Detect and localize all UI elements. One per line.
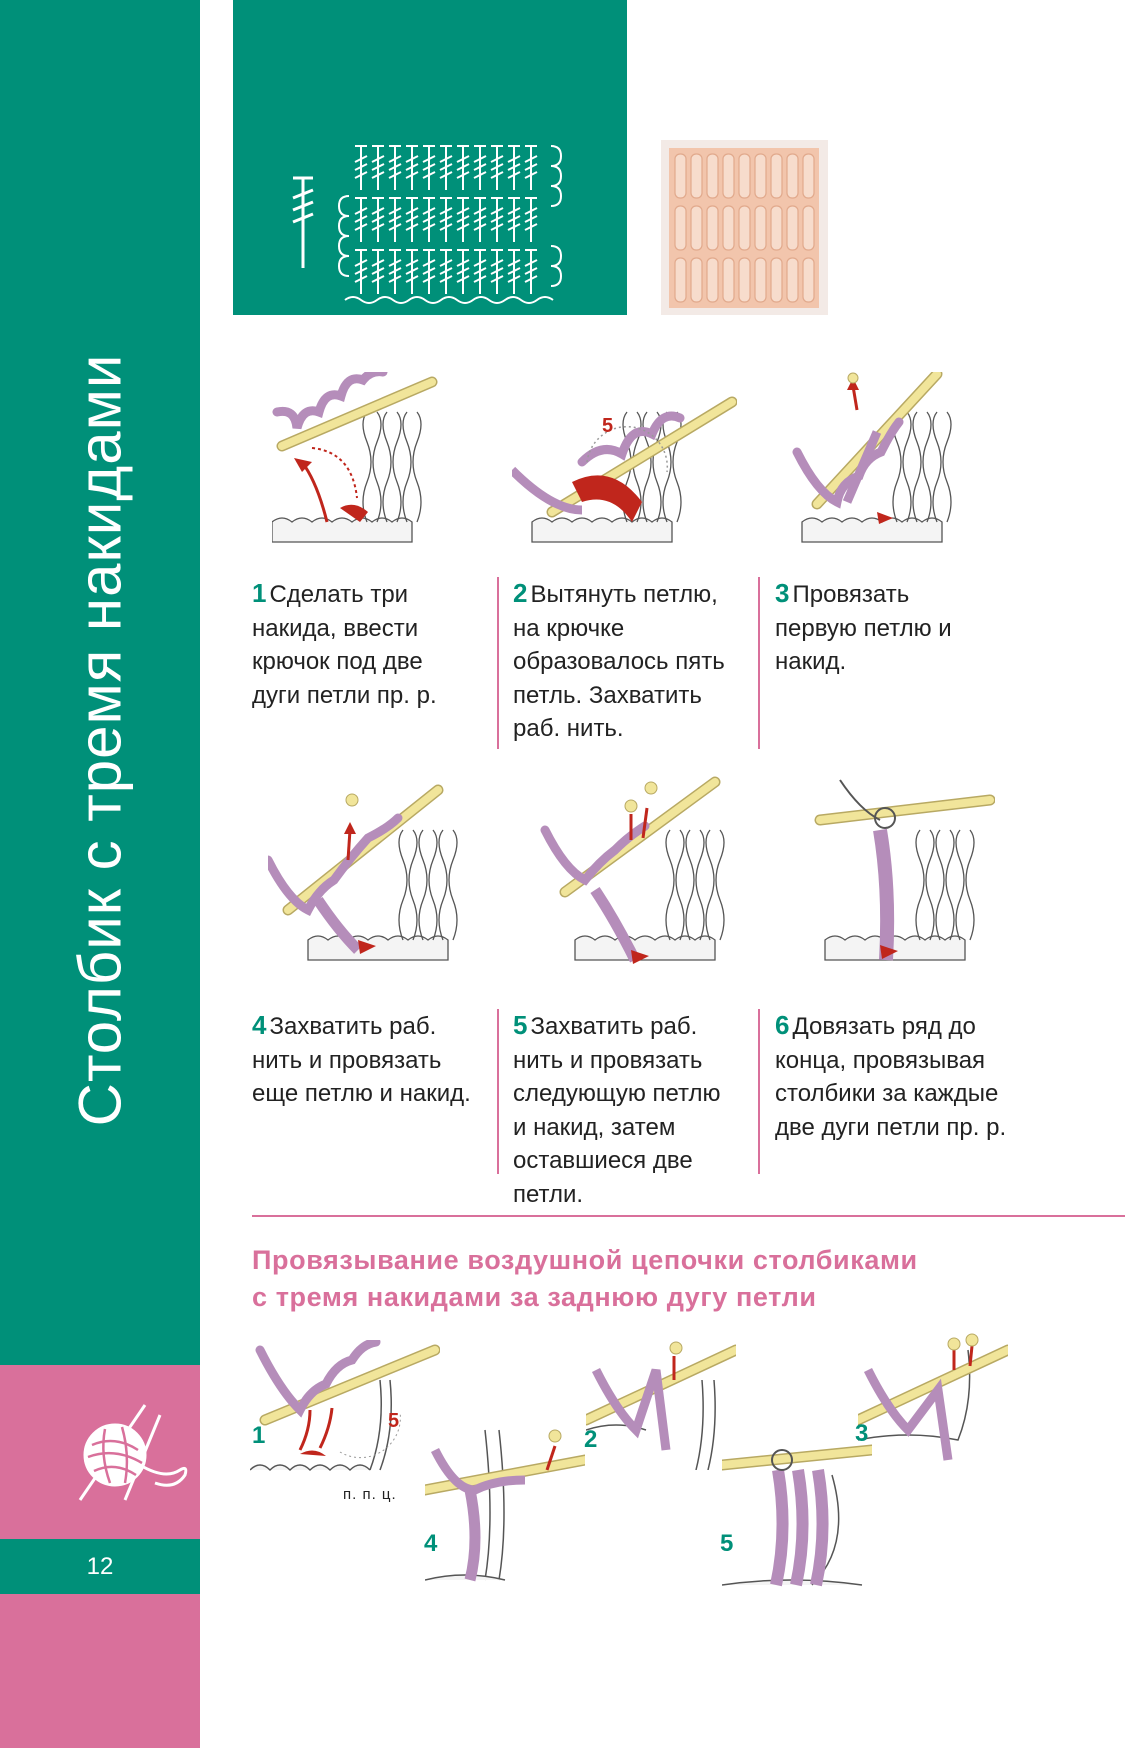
step-caption	[252, 1009, 487, 1111]
step-text: Захватить раб. нить и провязать следующую петлю и накид, затем оставшиеся две петли.	[513, 1013, 721, 1208]
chart-symbol	[440, 198, 452, 242]
chart-symbol	[389, 146, 401, 190]
chart-symbol	[423, 198, 435, 242]
chain-label: п. п. ц.	[343, 1486, 397, 1503]
step-caption	[775, 577, 985, 679]
chart-symbol	[508, 146, 520, 190]
chart-symbol	[389, 198, 401, 242]
chart-symbol	[406, 146, 418, 190]
chart-symbol	[355, 198, 367, 242]
chart-symbol	[440, 146, 452, 190]
chart-symbol	[423, 146, 435, 190]
yarn-ball-icon	[70, 1395, 190, 1515]
chart-symbol	[474, 146, 486, 190]
chain-step-number: 4	[424, 1530, 438, 1557]
chain-step-4-illustration	[425, 1390, 585, 1595]
chart-symbol	[406, 198, 418, 242]
section-heading	[252, 1242, 1012, 1316]
stitch-chart	[233, 0, 627, 315]
step-caption	[513, 1009, 738, 1211]
chain-step-2-illustration	[586, 1340, 736, 1475]
chain-step-number: 2	[584, 1426, 598, 1453]
step-text: Вытянуть петлю, на крючке образовалось пять петль. Захватить раб. нить.	[513, 581, 725, 742]
step-number: 3	[775, 578, 790, 608]
step-5-illustration	[535, 770, 725, 990]
section-heading-line: Провязывание воздушной цепочки столбиками	[252, 1245, 918, 1275]
step-caption	[252, 577, 462, 712]
chart-symbol	[406, 250, 418, 294]
chart-symbol	[372, 146, 384, 190]
step-text: Довязать ряд до конца, провязывая столбики за каждые две дуги петли пр. р.	[775, 1013, 1007, 1141]
step-4-illustration	[268, 770, 468, 990]
chart-symbol	[508, 250, 520, 294]
chart-symbol	[491, 198, 503, 242]
chart-symbol	[372, 198, 384, 242]
chain-step-number: 1	[252, 1422, 266, 1449]
step-6-illustration	[800, 770, 995, 990]
chart-symbol	[525, 250, 537, 294]
step-number: 6	[775, 1010, 790, 1040]
page-title: Столбик с тремя накидами	[66, 353, 134, 1127]
chart-symbol	[440, 250, 452, 294]
step-caption	[775, 1009, 1015, 1144]
step-number: 1	[252, 578, 267, 608]
chart-symbol	[389, 250, 401, 294]
chain-step-3-illustration	[858, 1330, 1008, 1475]
caption-divider	[497, 577, 499, 749]
step-2-illustration	[512, 372, 737, 557]
chain-step-number: 5	[720, 1530, 734, 1557]
chain-step-5-illustration	[722, 1420, 872, 1600]
chart-symbol	[491, 250, 503, 294]
red-five-label: 5	[602, 415, 614, 437]
chart-symbol	[525, 198, 537, 242]
page-number: 12	[86, 1553, 114, 1580]
caption-divider	[758, 1009, 760, 1174]
step-number: 4	[252, 1010, 267, 1040]
chart-symbol	[525, 146, 537, 190]
caption-divider	[497, 1009, 499, 1174]
step-1-illustration	[272, 372, 452, 557]
chart-symbol	[474, 250, 486, 294]
step-number: 5	[513, 1010, 528, 1040]
chart-symbol	[372, 250, 384, 294]
knitted-swatch-photo	[661, 140, 828, 315]
chain-step-number: 3	[855, 1420, 869, 1447]
section-divider	[252, 1215, 1125, 1217]
chart-symbol	[491, 146, 503, 190]
sidebar-pink-footer	[0, 1594, 200, 1748]
chart-symbol	[355, 146, 367, 190]
step-caption	[513, 577, 738, 746]
chart-symbol	[508, 198, 520, 242]
step-text: Сделать три накида, ввести крючок под две дуги петли пр. р.	[252, 581, 437, 709]
step-text: Захватить раб. нить и провязать еще петлю и накид.	[252, 1013, 471, 1107]
chart-symbol	[474, 198, 486, 242]
chain-red-five: 5	[388, 1410, 400, 1432]
section-heading-line: с тремя накидами за заднюю дугу петли	[252, 1282, 817, 1312]
chart-symbol	[457, 146, 469, 190]
step-3-illustration	[787, 372, 977, 557]
chart-symbol	[355, 250, 367, 294]
chain-step-1-illustration	[250, 1340, 440, 1485]
chart-symbol	[457, 250, 469, 294]
step-text: Провязать первую петлю и накид.	[775, 581, 952, 675]
caption-divider	[758, 577, 760, 749]
step-number: 2	[513, 578, 528, 608]
chart-symbol	[457, 198, 469, 242]
chart-symbol	[423, 250, 435, 294]
